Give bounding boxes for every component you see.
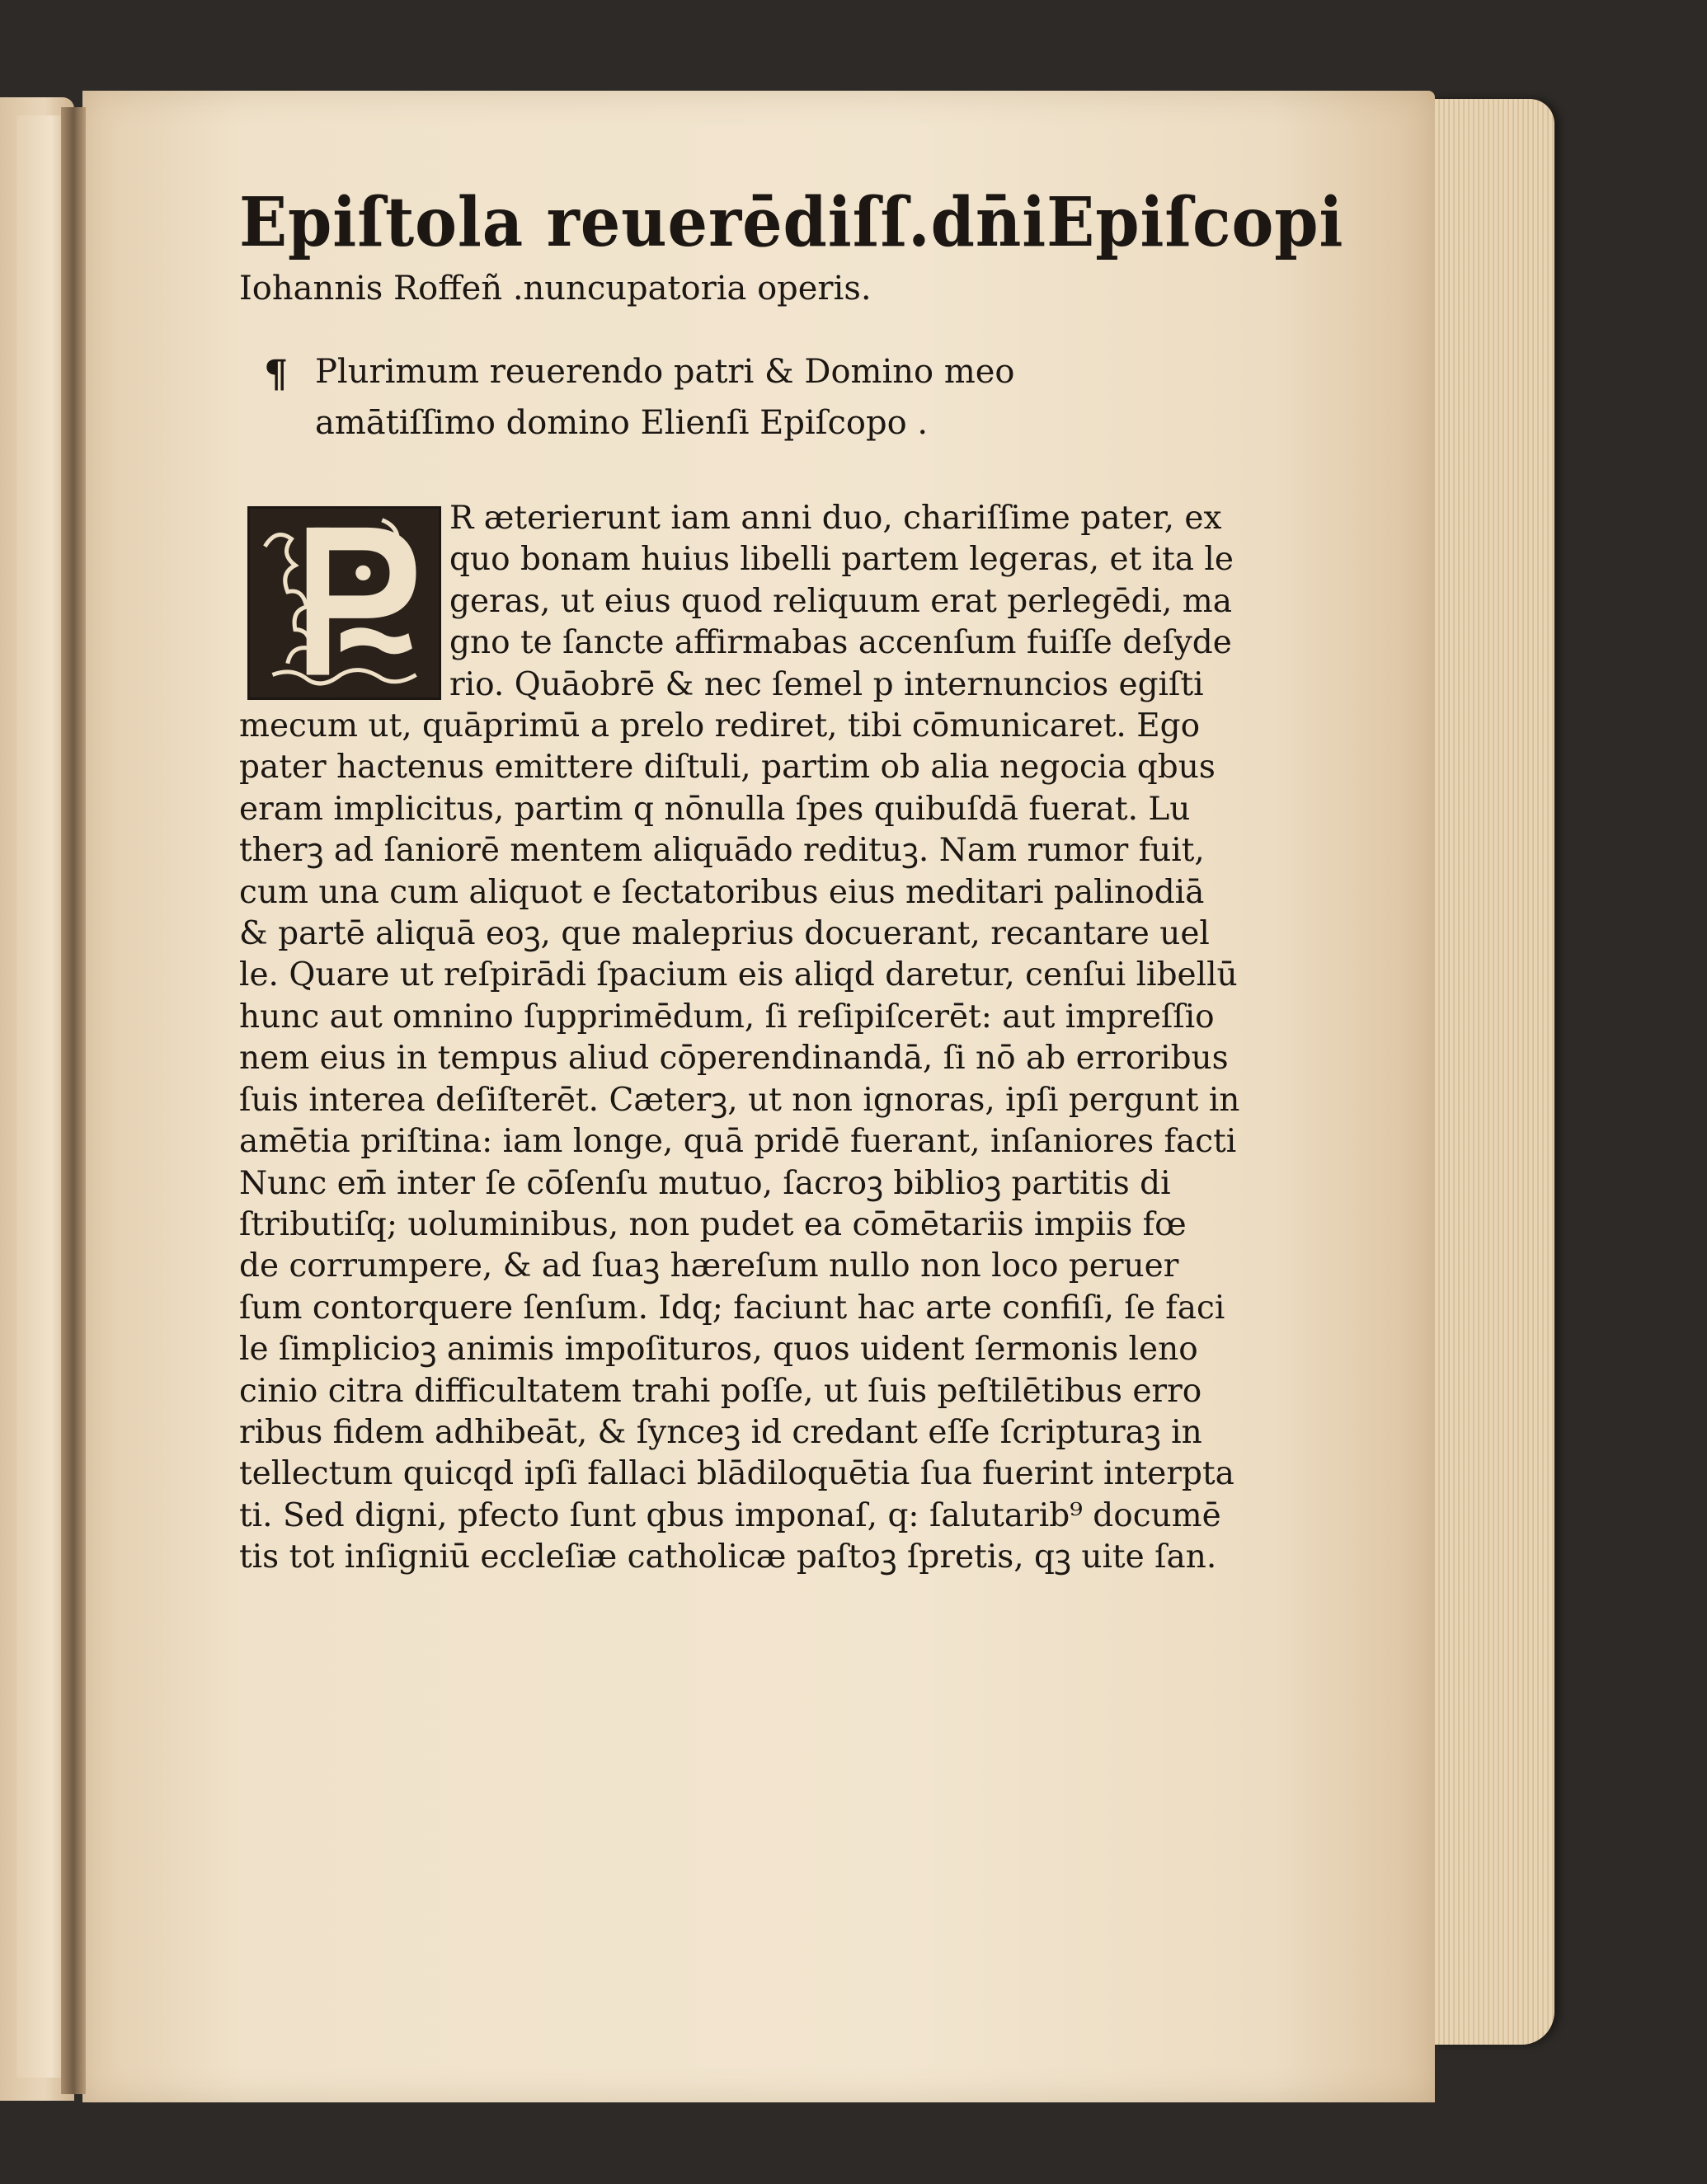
body-line: tellectum quicqd ipſi fallaci blādiloquētia ſua fuerint interpta xyxy=(239,1455,1234,1493)
body-line: ſum contorquere ſenſum. Idq; faciunt hac arte confiſi, ſe faci xyxy=(239,1289,1225,1327)
body-line: therꝫ ad ſaniorē mentem aliquādo redituꝫ. Nam rumor fuit, xyxy=(239,832,1205,870)
body-line: eram implicitus, partim q nōnulla ſpes quibuſdā fuerat. Lu xyxy=(239,790,1191,828)
body-line: cum una cum aliquot e ſectatoribus eius meditari palinodiā xyxy=(239,873,1205,911)
body-line: quo bonam huius libelli partem legeras, et ita le xyxy=(449,541,1234,579)
text-block xyxy=(239,181,1344,1579)
body-line: geras, ut eius quod reliquum erat perlegēdi, ma xyxy=(449,582,1232,620)
body-line: amētia priſtina: iam longe, quā pridē fuerant, inſaniores facti xyxy=(239,1123,1237,1161)
body-line: cinio citra difficultatem trahi poſſe, ut ſuis peſtilētibus erro xyxy=(239,1372,1202,1410)
left-page-edge xyxy=(16,115,66,2078)
dedication-line: amātiſſimo domino Elienſi Epiſcopo . xyxy=(315,404,929,442)
body-line: & partē aliquā eoꝫ, que maleprius docuerant, recantare uel xyxy=(239,915,1210,953)
body-line: le. Quare ut reſpirādi ſpacium eis aliqd daretur, cenſui libellū xyxy=(239,956,1238,994)
pilcrow-icon: ¶ xyxy=(264,351,289,396)
dedication xyxy=(239,346,1196,449)
body-line: pater hactenus emittere diſtuli, partim ob alia negocia qbus xyxy=(239,749,1216,787)
body-line: Nunc em̄ inter ſe cōſenſu mutuo, ſacroꝫ biblioꝫ partitis di xyxy=(239,1164,1171,1202)
body-line: gno te ſancte affirmabas accenſum fuiſſe deſyde xyxy=(449,624,1232,662)
subtitle: Iohannis Roffeñ .nuncupatoria operis. xyxy=(239,270,872,308)
body-line: tis tot inſigniū eccleſiæ catholicæ paſtoꝫ ſpretis, qꝫ uite ſan. xyxy=(239,1538,1217,1576)
body-line: de corrumpere, & ad ſuaꝫ hæreſum nullo non loco peruer xyxy=(239,1247,1179,1285)
body-line: hunc aut omnino ſupprimēdum, ſi reſipiſcerēt: aut impreſſio xyxy=(239,998,1215,1036)
body-text xyxy=(239,498,1240,1579)
body-line: ſtributiſq; uoluminibus, non pudet ea cōmētariis impiis fœ xyxy=(239,1205,1187,1243)
page-title: Epiſtola reuerēdiſſ.dn̄iEpiſcopi xyxy=(239,183,1344,262)
book-gutter xyxy=(61,107,86,2094)
body-line: ti. Sed digni, pfecto ſunt qbus imponaſ, q: ſalutarib⁹ documē xyxy=(239,1496,1221,1534)
dedication-line: Plurimum reuerendo patri & Domino meo xyxy=(315,353,1015,391)
body-line: R æterierunt iam anni duo, chariſſime pater, ex xyxy=(449,500,1222,537)
body-line: mecum ut, quāprimū a prelo rediret, tibi cōmunicaret. Ego xyxy=(239,707,1201,745)
body-line: le ſimplicioꝫ animis impoſituros, quos uident ſermonis leno xyxy=(239,1331,1198,1369)
body-line: nem eius in tempus aliud cōperendinandā, ſi nō ab erroribus xyxy=(239,1040,1229,1078)
body-line: ribus fidem adhibeāt, & ſynceꝫ id credant eſſe ſcripturaꝫ in xyxy=(239,1413,1202,1451)
body-line: rio. Quāobrē & nec ſemel p internuncios egiſti xyxy=(449,665,1204,703)
drop-cap-ornament xyxy=(250,509,439,697)
page-stack-edge xyxy=(1431,99,1554,2045)
body-line: ſuis interea deſiſterēt. Cæterꝫ, ut non ignoras, ipſi pergunt in xyxy=(239,1081,1240,1119)
ornamented-initial-p-icon xyxy=(247,506,441,700)
